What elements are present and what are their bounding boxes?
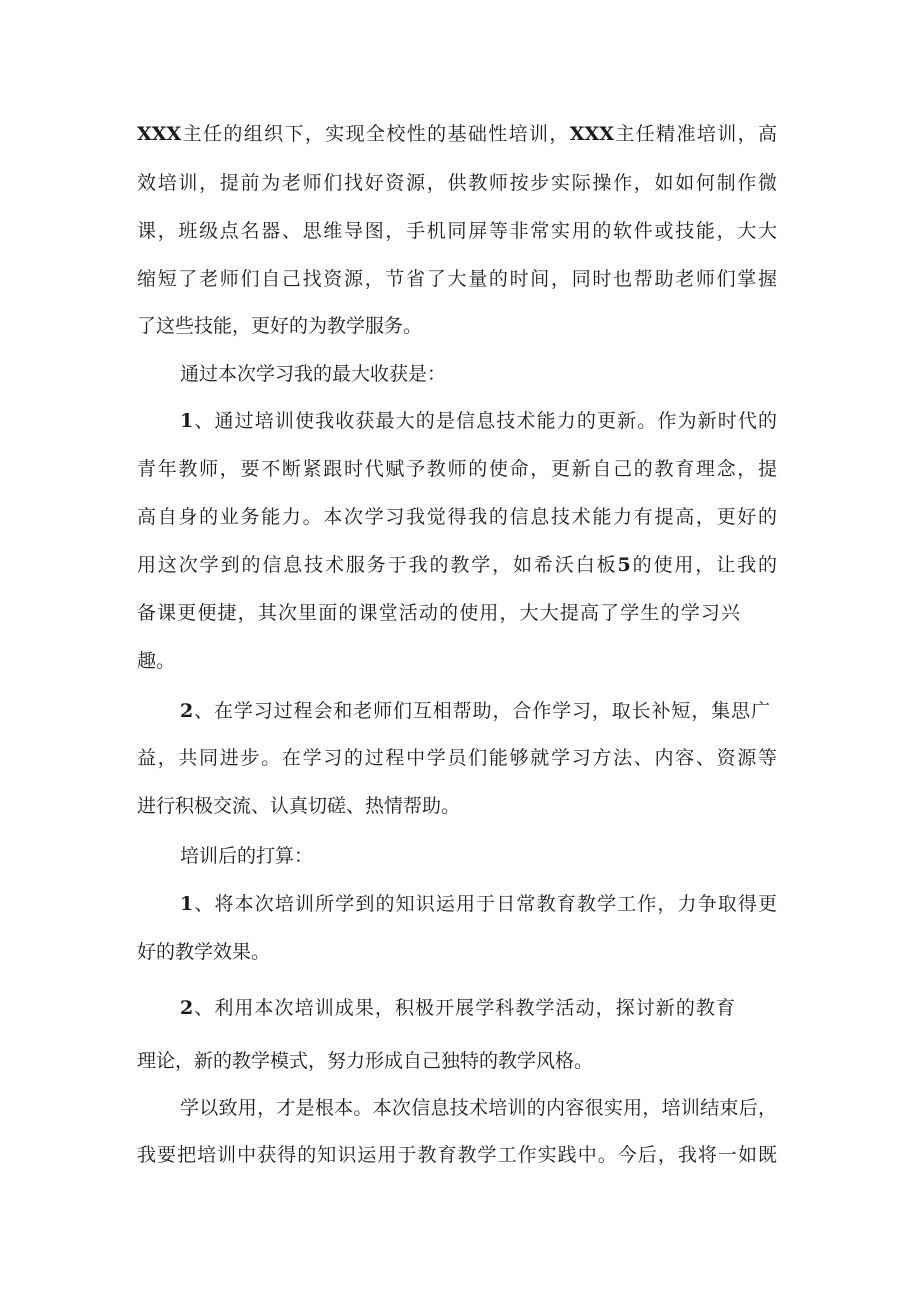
paragraph-line: 好的教学效果。 — [137, 941, 271, 963]
paragraph-line: 缩短了老师们自己找资源，节省了大量的时间，同时也帮助老师们掌握 — [137, 268, 777, 290]
list-number: 1 — [180, 893, 194, 915]
paragraph-line: 学以致用，才是根本。本次信息技术培训的内容很实用，培训结束后， — [180, 1097, 777, 1119]
placeholder-name: XXX — [137, 123, 182, 145]
paragraph-line: 1、将本次培训所学到的知识运用于日常教育教学工作，力争取得更 — [180, 893, 777, 915]
paragraph-line: 了这些技能，更好的为教学服务。 — [137, 315, 423, 337]
inline-number: 5 — [617, 554, 631, 576]
list-number: 1 — [180, 410, 194, 432]
paragraph-line: 高自身的业务能力。本次学习我觉得我的信息技术能力有提高，更好的 — [137, 506, 777, 528]
paragraph-line: 课，班级点名器、思维导图，手机同屏等非常实用的软件或技能，大大 — [137, 220, 777, 242]
paragraph-line: 1、通过培训使我收获最大的是信息技术能力的更新。作为新时代的 — [180, 410, 777, 432]
paragraph-line: 2、利用本次培训成果，积极开展学科教学活动，探讨新的教育 — [180, 997, 735, 1019]
section-heading: 培训后的打算： — [180, 845, 314, 867]
paragraph-line: 理论，新的教学模式，努力形成自己独特的教学风格。 — [137, 1050, 594, 1072]
paragraph-line: 我要把培训中获得的知识运用于教育教学工作实践中。今后，我将一如既 — [137, 1144, 777, 1166]
list-number: 2 — [180, 700, 194, 722]
list-number: 2 — [180, 997, 194, 1019]
paragraph-line: 进行积极交流、认真切磋、热情帮助。 — [137, 795, 461, 817]
paragraph-line: 趣。 — [137, 650, 176, 672]
section-heading: 通过本次学习我的最大收获是： — [180, 363, 447, 385]
paragraph-line: 益，共同进步。在学习的过程中学员们能够就学习方法、内容、资源等 — [137, 747, 777, 769]
paragraph-line: 效培训，提前为老师们找好资源，供教师按步实际操作，如如何制作微 — [137, 172, 777, 194]
paragraph-line: 备课更便捷，其次里面的课堂活动的使用，大大提高了学生的学习兴 — [137, 602, 740, 624]
placeholder-name: XXX — [569, 123, 614, 145]
paragraph-line: 青年教师，要不断紧跟时代赋予教师的使命，更新自己的教育理念，提 — [137, 458, 777, 480]
paragraph-line: 2、在学习过程会和老师们互相帮助，合作学习，取长补短，集思广 — [180, 700, 770, 722]
paragraph-line: XXX主任的组织下，实现全校性的基础性培训，XXX主任精准培训，高 — [137, 123, 777, 145]
paragraph-line: 用这次学到的信息技术服务于我的教学，如希沃白板5的使用，让我的 — [137, 554, 777, 576]
